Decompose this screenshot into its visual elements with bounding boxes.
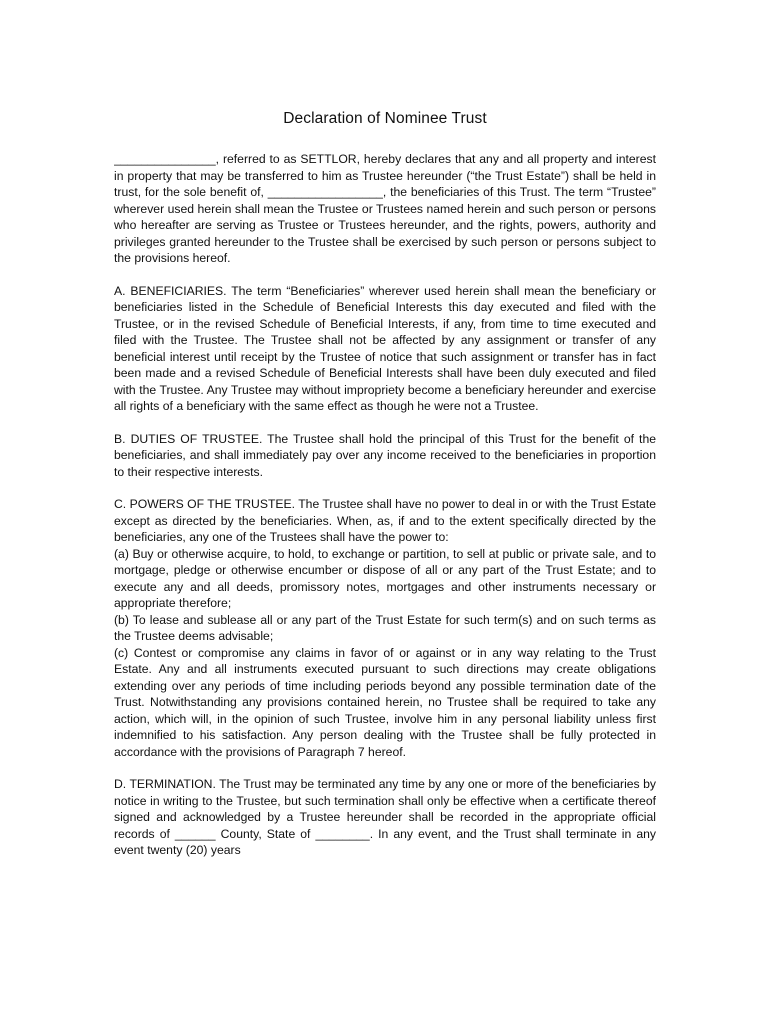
paragraph-termination: D. TERMINATION. The Trust may be terminated any time by any one or more of the beneficiaries by notice in writing to the Trustee, but such termination shall only be effective when a certificate thereof signed and acknowledged by a Trustee hereunder shall be recorded in the appropriate official records of ______ County, State of ________. In any event, and the Trust shall terminate in any event twenty (20) years xyxy=(114,777,656,857)
paragraph-powers-item-c: (c) Contest or compromise any claims in favor of or against or in any way relating to the Trust Estate. Any and all instruments executed pursuant to such directions may create obligations extending over any periods of time including periods beyond any possible termination date of the Trust. Notwithstanding any provisions contained herein, no Trustee shall be required to take any action, which will, in the opinion of such Trustee, involve him in any personal liability unless first indemnified to his satisfaction. Any person dealing with the Trustee shall be fully protected in accordance with the provisions of Paragraph 7 hereof. xyxy=(114,645,656,759)
paragraph-powers-item-a: (a) Buy or otherwise acquire, to hold, to exchange or partition, to sell at public or private sale, and to mortgage, pledge or otherwise encumber or dispose of all or any part of the Trust Estate; and to execute any and all deeds, promissory notes, mortgages and other instruments necessary or appropriate therefore; xyxy=(114,546,656,610)
paragraph-beneficiaries: A. BENEFICIARIES. The term “Beneficiaries” wherever used herein shall mean the beneficiary or beneficiaries listed in the Schedule of Beneficial Interests this day executed and filed with the Trustee, or in the revised Schedule of Beneficial Interests, if any, from time to time executed and filed with the Trustee. The Trustee shall not be affected by any assignment or transfer of any beneficial interest until receipt by the Trustee of notice that such assignment or transfer has in fact been made and a revised Schedule of Beneficial Interests shall have been duly executed and filed with the Trustee. Any Trustee may without impropriety become a beneficiary hereunder and exercise all rights of a beneficiary with the same effect as though he were not a Trustee. xyxy=(114,283,656,413)
paragraph-powers-item-b: (b) To lease and sublease all or any part of the Trust Estate for such term(s) and on such terms as the Trustee deems advisable; xyxy=(114,612,656,643)
document-title: Declaration of Nominee Trust xyxy=(283,110,487,127)
paragraph-intro: _______________, referred to as SETTLOR, hereby declares that any and all property and interest in property that may be transferred to him as Trustee hereunder (“the Trust Estate”) shall be held in trust, for the sole benefit of, _________________, the beneficiaries of this Trust. The term “Trustee” wherever used herein shall mean the Trustee or Trustees named herein and such person or persons who hereafter are serving as Trustee or Trustees hereunder, and the rights, powers, authority and privileges granted hereunder to the Trustee shall be exercised by such person or persons subject to the provisions hereof. xyxy=(114,152,656,265)
paragraph-powers-of-trustee: C. POWERS OF THE TRUSTEE. The Trustee shall have no power to deal in or with the Trust Estate except as directed by the beneficiaries. When, as, if and to the extent specifically directed by the beneficiaries, any one of the Trustees shall have the power to: xyxy=(114,497,656,544)
paragraph-duties-of-trustee: B. DUTIES OF TRUSTEE. The Trustee shall hold the principal of this Trust for the benefit of the beneficiaries, and shall immediately pay over any income received to the beneficiaries in proportion to their respective interests. xyxy=(114,431,656,479)
document-page xyxy=(114,0,656,1024)
